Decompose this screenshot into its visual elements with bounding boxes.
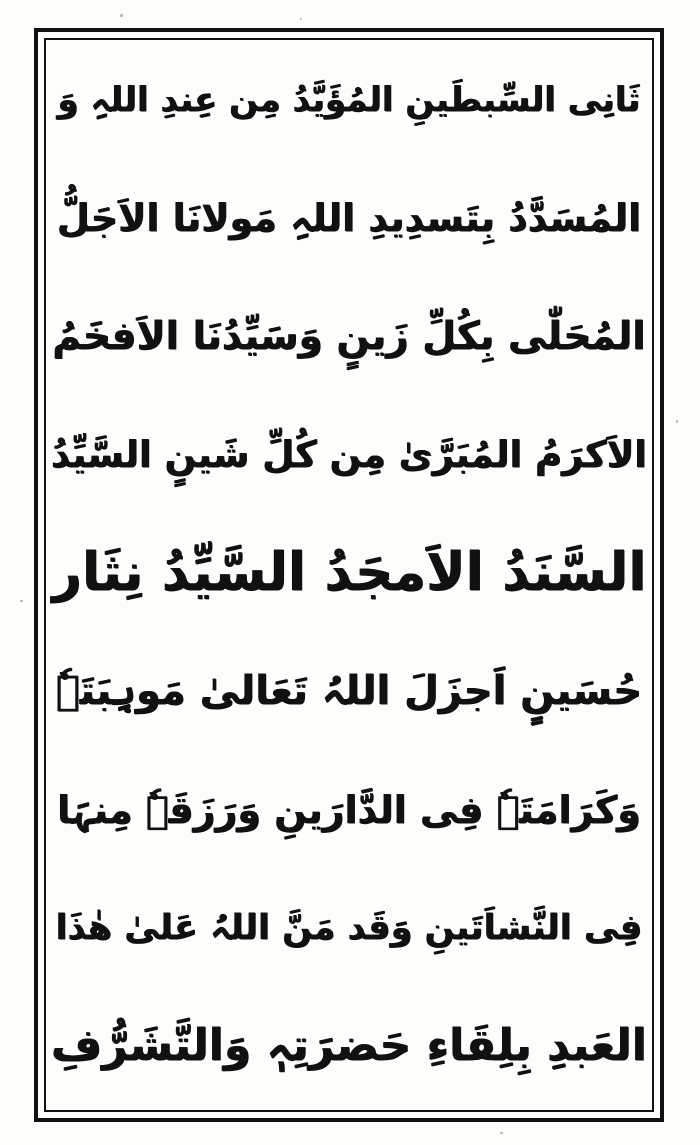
scan-speck [676, 420, 678, 423]
scan-speck [20, 600, 23, 602]
text-line-4: الاَکرَمُ المُبَرَّیٰ مِن کُلِّ شَینٍ السَّیِّدُ [51, 432, 647, 476]
scan-speck [120, 14, 123, 17]
scan-speck [300, 18, 302, 20]
scan-speck [500, 1132, 503, 1134]
text-line-2: المُسَدَّدُ بِتَسدِیدِ اللہِ مَولانَا الاَجَلُّ [56, 196, 642, 241]
text-line-5: السَّنَدُ الاَمجَدُ السَّیِّدُ نِثَار [51, 542, 647, 603]
text-line-9: العَبدِ بِلِقَاءِ حَضرَتِہٖ وَالتَّشَرُّفِ [51, 1020, 647, 1071]
text-line-8: فِی النَّشاَتَینِ وَقَد مَنَّ اللہُ عَلیٰ ھٰذَا [55, 907, 643, 948]
arabic-text-block [50, 44, 648, 1106]
text-line-6: حُسَینٍ اَجزَلَ اللہُ تَعَالیٰ مَوہِبَتَہٗ [55, 668, 643, 715]
text-line-7: وَکَرَامَتَہٗ فِی الدَّارَینِ وَرَزَقَہٗ مِنہَا [57, 787, 641, 832]
text-line-3: المُحَلّٰی بِکُلِّ زَینٍ وَسَیِّدُنَا الاَفخَمُ [52, 313, 646, 359]
text-line-1: ثَانِی السِّبطَینِ المُؤَیَّدُ مِن عِندِ اللہِ وَ [57, 80, 641, 120]
